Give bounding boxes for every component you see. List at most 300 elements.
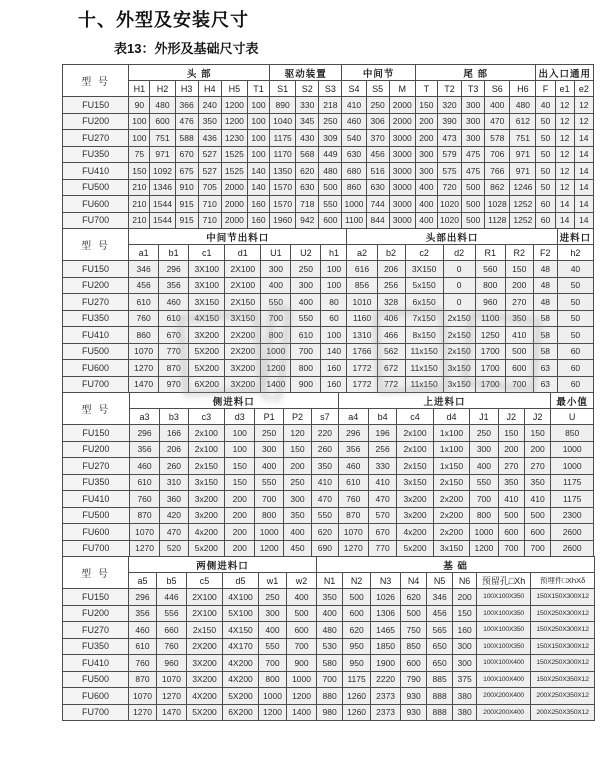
value-cell: 1250	[475, 327, 505, 344]
value-cell: 1525	[221, 163, 247, 180]
value-cell: 100	[321, 277, 347, 294]
value-cell: 476	[175, 113, 198, 130]
value-cell: 14	[555, 212, 574, 229]
value-cell: 300	[415, 146, 437, 163]
value-cell: 350	[498, 474, 524, 491]
value-cell: 80	[321, 294, 347, 311]
value-cell: 100X100X350	[477, 605, 531, 622]
value-cell: 456	[129, 277, 159, 294]
value-cell: 1000	[342, 196, 366, 213]
value-cell: 460	[342, 113, 366, 130]
group-header: 尾 部	[415, 65, 536, 81]
value-cell: 2x200	[433, 507, 469, 524]
value-cell: 500	[343, 589, 371, 606]
value-cell: 90	[129, 97, 150, 114]
table-row	[63, 605, 595, 622]
value-cell: 12	[574, 97, 593, 114]
value-cell: 160	[453, 622, 477, 639]
value-cell: 2000	[221, 196, 247, 213]
value-cell: 770	[368, 540, 396, 557]
model-cell: FU150	[63, 589, 129, 606]
value-cell: 470	[160, 524, 188, 541]
value-cell: 550	[470, 474, 498, 491]
value-cell: 971	[510, 146, 536, 163]
column-header: 预埋件□XhXδ	[531, 573, 595, 589]
value-cell: 150	[524, 425, 550, 442]
value-cell: 610	[338, 474, 368, 491]
model-column-header: 型 号	[63, 557, 129, 589]
value-cell: 300	[462, 113, 485, 130]
table-row	[63, 113, 594, 130]
value-cell: 256	[368, 441, 396, 458]
table-row	[63, 130, 594, 147]
value-cell: 610	[129, 294, 159, 311]
value-cell: 50	[557, 327, 593, 344]
value-cell: 710	[198, 212, 221, 229]
value-cell: 915	[175, 212, 198, 229]
value-cell: 960	[157, 655, 187, 672]
value-cell: 630	[366, 179, 389, 196]
value-cell: 800	[291, 360, 321, 377]
value-cell: 460	[129, 458, 159, 475]
model-cell: FU500	[63, 179, 129, 196]
value-cell: 100	[247, 146, 269, 163]
value-cell: 930	[401, 688, 427, 705]
value-cell: 58	[533, 327, 557, 344]
value-cell: 3X200	[189, 327, 225, 344]
value-cell: 12	[555, 146, 574, 163]
model-cell: FU350	[63, 146, 129, 163]
value-cell: 480	[510, 97, 536, 114]
value-cell: 400	[415, 179, 437, 196]
value-cell: 565	[427, 622, 453, 639]
value-cell: 100	[225, 425, 255, 442]
group-header: 中间节出料口	[129, 229, 347, 245]
column-header: H5	[221, 81, 247, 97]
value-cell: 6X200	[223, 704, 259, 721]
value-cell: 2000	[389, 97, 415, 114]
value-cell: 300	[291, 277, 321, 294]
table-row	[63, 688, 595, 705]
value-cell: 1200	[221, 113, 247, 130]
value-cell: 744	[366, 196, 389, 213]
table-row	[63, 376, 594, 393]
column-header: J2	[524, 409, 550, 425]
value-cell: 600	[401, 655, 427, 672]
value-cell: 150X250X350X12	[531, 671, 595, 688]
column-header: M	[389, 81, 415, 97]
value-cell: 3x200	[188, 507, 224, 524]
value-cell: 5X200	[187, 704, 223, 721]
value-cell: 7x150	[405, 310, 443, 327]
value-cell: 516	[366, 163, 389, 180]
value-cell: 160	[247, 212, 269, 229]
value-cell: 300	[255, 441, 283, 458]
value-cell: 4X150	[223, 622, 259, 639]
value-cell: 150X150X300X12	[531, 589, 595, 606]
value-cell: 2x100	[188, 425, 224, 442]
value-cell: 575	[437, 163, 461, 180]
column-header: w2	[287, 573, 317, 589]
value-cell: 60	[557, 343, 593, 360]
value-cell: 660	[157, 622, 187, 639]
column-header: H1	[129, 81, 150, 97]
value-cell: 5X200	[223, 688, 259, 705]
column-header: h2	[557, 245, 593, 261]
value-cell: 3x150	[433, 540, 469, 557]
table-row	[63, 261, 594, 278]
value-cell: 3X200	[187, 655, 223, 672]
value-cell: 206	[160, 441, 188, 458]
value-cell: 450	[283, 540, 311, 557]
value-cell: 5X200	[189, 343, 225, 360]
dimension-tables-container	[62, 64, 594, 721]
value-cell: 950	[343, 638, 371, 655]
value-cell: 50	[536, 130, 555, 147]
value-cell: 200X250X350X12	[531, 704, 595, 721]
value-cell: 400	[291, 294, 321, 311]
value-cell: 856	[347, 277, 377, 294]
value-cell: 690	[312, 540, 338, 557]
table-row	[63, 622, 595, 639]
page-title: 十、外型及安装尺寸	[78, 10, 249, 30]
table-row	[63, 638, 595, 655]
table-caption: 表13：外形及基础尺寸表	[114, 41, 259, 56]
model-cell: FU600	[63, 524, 130, 541]
value-cell: 456	[366, 146, 389, 163]
column-header: T1	[247, 81, 269, 97]
value-cell: 150	[415, 97, 437, 114]
value-cell: 1246	[510, 179, 536, 196]
value-cell: 460	[338, 458, 368, 475]
value-cell: 410	[524, 491, 550, 508]
value-cell: 760	[129, 310, 159, 327]
value-cell: 300	[283, 491, 311, 508]
value-cell: 150	[505, 261, 533, 278]
value-cell: 670	[175, 146, 198, 163]
value-cell: 1x100	[433, 425, 469, 442]
value-cell: 2373	[371, 688, 401, 705]
column-header: N4	[401, 573, 427, 589]
value-cell: 400	[415, 196, 437, 213]
value-cell: 700	[287, 638, 317, 655]
value-cell: 400	[485, 97, 510, 114]
value-cell: 400	[259, 622, 287, 639]
value-cell: 1544	[150, 212, 175, 229]
column-header: N3	[371, 573, 401, 589]
value-cell: 475	[462, 146, 485, 163]
value-cell: 14	[574, 212, 593, 229]
model-cell: FU150	[63, 425, 130, 442]
table-row	[63, 425, 594, 442]
model-cell: FU270	[63, 294, 129, 311]
value-cell: 2X100	[225, 261, 261, 278]
column-header: N2	[343, 573, 371, 589]
value-cell: 100X100X350	[477, 589, 531, 606]
column-header: c1	[189, 245, 225, 261]
value-cell: 256	[377, 277, 405, 294]
value-cell: 40	[536, 97, 555, 114]
value-cell: 14	[574, 130, 593, 147]
value-cell: 166	[160, 425, 188, 442]
value-cell: 860	[342, 179, 366, 196]
group-header: 头 部	[129, 65, 270, 81]
value-cell: 890	[270, 97, 296, 114]
column-header: J2	[498, 409, 524, 425]
value-cell: 160	[321, 376, 347, 393]
value-cell: 2300	[551, 507, 594, 524]
value-cell: 4X150	[189, 310, 225, 327]
value-cell: 100X100X350	[477, 638, 531, 655]
value-cell: 8x150	[405, 327, 443, 344]
value-cell: 610	[129, 638, 157, 655]
value-cell: 346	[129, 261, 159, 278]
value-cell: 100X100X400	[477, 655, 531, 672]
value-cell: 1160	[347, 310, 377, 327]
value-cell: 1x100	[433, 441, 469, 458]
group-header: 出入口通用	[536, 65, 594, 81]
group-header: 上进料口	[338, 393, 551, 409]
value-cell: 1200	[261, 360, 291, 377]
value-cell: 300	[453, 638, 477, 655]
value-cell: 1350	[270, 163, 296, 180]
value-cell: 200	[225, 524, 255, 541]
value-cell: 50	[557, 277, 593, 294]
value-cell: 460	[129, 622, 157, 639]
value-cell: 550	[259, 638, 287, 655]
value-cell: 300	[415, 163, 437, 180]
value-cell: 48	[533, 294, 557, 311]
value-cell: 50	[536, 113, 555, 130]
value-cell: 3X100	[189, 261, 225, 278]
model-cell: FU600	[63, 196, 129, 213]
value-cell: 40	[557, 261, 593, 278]
value-cell: 500	[462, 196, 485, 213]
value-cell: 3x150	[443, 376, 475, 393]
value-cell: 350	[505, 310, 533, 327]
value-cell: 1465	[371, 622, 401, 639]
value-cell: 960	[475, 294, 505, 311]
table-mid-and-head-discharge	[62, 228, 594, 393]
value-cell: 300	[259, 605, 287, 622]
value-cell: 650	[427, 638, 453, 655]
column-header: P1	[255, 409, 283, 425]
value-cell: 760	[157, 638, 187, 655]
value-cell: 400	[317, 605, 343, 622]
value-cell: 1766	[347, 343, 377, 360]
model-cell: FU270	[63, 130, 129, 147]
value-cell: 250	[319, 113, 342, 130]
column-header: a2	[347, 245, 377, 261]
value-cell: 206	[377, 261, 405, 278]
value-cell: 1x150	[433, 458, 469, 475]
value-cell: 446	[157, 589, 187, 606]
value-cell: 1070	[338, 524, 368, 541]
value-cell: 200	[225, 491, 255, 508]
column-header: S6	[485, 81, 510, 97]
value-cell: 770	[159, 343, 189, 360]
value-cell: 150	[498, 425, 524, 442]
column-header: H4	[198, 81, 221, 97]
model-cell: FU700	[63, 704, 129, 721]
value-cell: 612	[510, 113, 536, 130]
value-cell: 700	[259, 655, 287, 672]
value-cell: 672	[377, 360, 405, 377]
value-cell: 310	[160, 474, 188, 491]
model-cell: FU600	[63, 360, 129, 377]
value-cell: 570	[368, 507, 396, 524]
value-cell: 900	[291, 376, 321, 393]
value-cell: 700	[524, 540, 550, 557]
value-cell: 160	[247, 196, 269, 213]
value-cell: 888	[427, 688, 453, 705]
value-cell: 375	[453, 671, 477, 688]
value-cell: 556	[157, 605, 187, 622]
value-cell: 4x200	[188, 524, 224, 541]
value-cell: 400	[415, 212, 437, 229]
value-cell: 1346	[150, 179, 175, 196]
value-cell: 2600	[551, 540, 594, 557]
value-cell: 1200	[221, 97, 247, 114]
value-cell: 578	[485, 130, 510, 147]
value-cell: 670	[159, 327, 189, 344]
table-row	[63, 327, 594, 344]
model-column-header: 型 号	[63, 229, 129, 261]
value-cell: 350	[317, 589, 343, 606]
value-cell: 270	[505, 294, 533, 311]
column-header: N1	[317, 573, 343, 589]
value-cell: 2600	[551, 524, 594, 541]
value-cell: 296	[159, 261, 189, 278]
value-cell: 1020	[437, 196, 461, 213]
group-header: 两侧进料口	[129, 557, 317, 573]
value-cell: 250	[283, 474, 311, 491]
value-cell: 1230	[221, 130, 247, 147]
value-cell: 100	[321, 327, 347, 344]
value-cell: 12	[555, 97, 574, 114]
table-side-and-top-feed	[62, 392, 594, 557]
value-cell: 1200	[287, 688, 317, 705]
value-cell: 980	[317, 704, 343, 721]
value-cell: 600	[498, 524, 524, 541]
value-cell: 870	[338, 507, 368, 524]
value-cell: 2x150	[397, 458, 433, 475]
value-cell: 630	[342, 146, 366, 163]
value-cell: 3X200	[225, 376, 261, 393]
column-header: S1	[270, 81, 296, 97]
value-cell: 500	[524, 507, 550, 524]
value-cell: 309	[319, 130, 342, 147]
model-cell: FU350	[63, 474, 130, 491]
value-cell: 250	[366, 97, 389, 114]
value-cell: 1900	[371, 655, 401, 672]
value-cell: 580	[317, 655, 343, 672]
value-cell: 250	[259, 589, 287, 606]
value-cell: 200	[524, 441, 550, 458]
table-row	[63, 507, 594, 524]
table-row	[63, 589, 595, 606]
value-cell: 1470	[129, 376, 159, 393]
value-cell: 50	[536, 163, 555, 180]
value-cell: 3x200	[397, 507, 433, 524]
value-cell: 2x100	[397, 425, 433, 442]
model-cell: FU200	[63, 277, 129, 294]
model-cell: FU700	[63, 376, 129, 393]
column-header: a3	[129, 409, 159, 425]
value-cell: 1400	[261, 376, 291, 393]
value-cell: 400	[283, 524, 311, 541]
value-cell: 14	[574, 146, 593, 163]
value-cell: 350	[524, 474, 550, 491]
value-cell: 63	[533, 360, 557, 377]
value-cell: 150X150X300X12	[531, 638, 595, 655]
value-cell: 862	[485, 179, 510, 196]
value-cell: 410	[368, 474, 396, 491]
value-cell: 720	[437, 179, 461, 196]
value-cell: 550	[261, 294, 291, 311]
value-cell: 1175	[343, 671, 371, 688]
value-cell: 2373	[371, 704, 401, 721]
value-cell: 200	[283, 458, 311, 475]
value-cell: 196	[368, 425, 396, 442]
value-cell: 100X100X400	[477, 671, 531, 688]
value-cell: 1306	[371, 605, 401, 622]
model-cell: FU500	[63, 507, 130, 524]
value-cell: 620	[312, 524, 338, 541]
model-cell: FU700	[63, 540, 130, 557]
value-cell: 270	[498, 458, 524, 475]
value-cell: 210	[129, 179, 150, 196]
value-cell: 150	[225, 474, 255, 491]
value-cell: 1010	[347, 294, 377, 311]
value-cell: 710	[198, 196, 221, 213]
value-cell: 12	[555, 130, 574, 147]
value-cell: 2x100	[397, 441, 433, 458]
value-cell: 5X200	[189, 360, 225, 377]
value-cell: 850	[551, 425, 594, 442]
value-cell: 3X200	[225, 360, 261, 377]
table-row	[63, 146, 594, 163]
value-cell: 3x150	[188, 474, 224, 491]
value-cell: 800	[255, 507, 283, 524]
value-cell: 200	[225, 540, 255, 557]
value-cell: 790	[401, 671, 427, 688]
value-cell: 0	[443, 261, 475, 278]
value-cell: 1700	[475, 360, 505, 377]
column-header: s7	[312, 409, 338, 425]
column-header: h1	[321, 245, 347, 261]
column-header: 预留孔□Xh	[477, 573, 531, 589]
value-cell: 296	[129, 589, 157, 606]
column-header: d4	[433, 409, 469, 425]
value-cell: 600	[524, 524, 550, 541]
value-cell: 620	[401, 589, 427, 606]
value-cell: 1026	[371, 589, 401, 606]
value-cell: 2x150	[188, 458, 224, 475]
column-header: N6	[453, 573, 477, 589]
value-cell: 1270	[129, 540, 159, 557]
value-cell: 356	[129, 605, 157, 622]
value-cell: 300	[462, 97, 485, 114]
value-cell: 1260	[343, 704, 371, 721]
value-cell: 800	[470, 507, 498, 524]
value-cell: 550	[319, 196, 342, 213]
value-cell: 500	[462, 179, 485, 196]
value-cell: 1700	[475, 343, 505, 360]
value-cell: 910	[175, 179, 198, 196]
table-row	[63, 360, 594, 377]
value-cell: 1850	[371, 638, 401, 655]
